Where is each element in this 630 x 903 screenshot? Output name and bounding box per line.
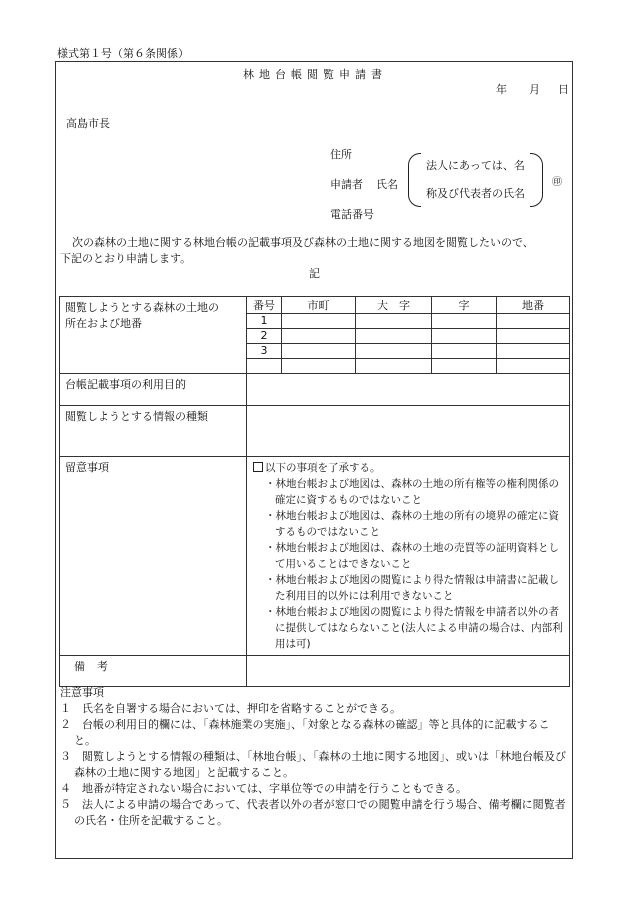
caution-title: 注意事項 (60, 686, 104, 699)
date-year[interactable]: 年 (496, 83, 507, 96)
list-item: ４ 地番が特定されない場合においては、字単位等での申請を行うこともできる。 (60, 782, 467, 795)
table-row (247, 344, 569, 359)
notes-head: 以下の事項を了承する。 (265, 462, 381, 474)
form-title: 林地台帳閲覧申請書 (243, 68, 387, 81)
row-number: 1 (247, 314, 282, 329)
list-item: ３ 閲覧しようとする情報の種類は、「林地台帳」、「森林の土地に関する地図」、或いは「林地台帳及び森林の土地に関する地図」と記載すること。 (60, 750, 566, 779)
caution-section (60, 685, 570, 829)
row-number (247, 359, 282, 374)
info-type-label: 閲覧しようとする情報の種類 (60, 406, 247, 457)
phone-label: 電話番号 (330, 208, 374, 221)
addressee: 高島市長 (66, 117, 110, 130)
row-number: 3 (247, 344, 282, 359)
oaza-cell[interactable] (356, 344, 432, 359)
list-item: ・林地台帳および地図の閲覧により得た情報を申請者以外の者に提供してはならないこと(法人による申請の場合は、内部利用は可) (265, 606, 563, 650)
notes-cell (247, 457, 570, 656)
date-month[interactable]: 月 (529, 83, 540, 96)
application-table (59, 296, 570, 687)
ki-label: 記 (309, 267, 320, 280)
aza-cell[interactable] (432, 314, 497, 329)
right-bracket (530, 153, 543, 207)
left-bracket (408, 153, 421, 207)
corp-note-line2: 称及び代表者の氏名 (426, 187, 525, 200)
header-aza: 字 (432, 297, 497, 314)
oaza-cell[interactable] (356, 359, 432, 374)
purpose-input-cell[interactable] (247, 374, 570, 406)
table-row (247, 359, 569, 374)
address-label: 住所 (330, 148, 352, 161)
name-label: 氏名 (376, 178, 398, 191)
form-type-label: 様式第１号（第６条関係） (57, 47, 189, 60)
info-type-input-cell[interactable] (247, 406, 570, 457)
intro-text (60, 235, 570, 267)
remarks-input-cell[interactable] (247, 656, 570, 687)
table-row (247, 314, 569, 329)
table-row (247, 329, 569, 344)
list-item: ２ 台帳の利用目的欄には、「森林施業の実施」、「対象となる森林の確認」等と具体的に記載すること。 (60, 718, 550, 747)
intro-line1: 次の森林の土地に関する林地台帳の記載事項及び森林の土地に関する地図を閲覧したいので、 (72, 236, 534, 249)
list-item: ・林地台帳および地図の閲覧により得た情報は申請書に記載した利用目的以外には利用できないこと (265, 574, 559, 602)
list-item: １ 氏名を自署する場合においては、押印を省略することができる。 (60, 702, 401, 715)
list-item: ・林地台帳および地図は、森林の土地の所有の境界の確定に資するものではないこと (265, 510, 559, 538)
agree-checkbox[interactable] (253, 462, 263, 472)
date-day[interactable]: 日 (558, 83, 569, 96)
city-cell[interactable] (282, 344, 356, 359)
notes-label: 留意事項 (60, 457, 247, 656)
remarks-label: 備考 (60, 656, 247, 687)
header-city: 市町 (282, 297, 356, 314)
aza-cell[interactable] (432, 359, 497, 374)
header-lot: 地番 (497, 297, 570, 314)
intro-line2: 下記のとおり申請します。 (60, 252, 192, 265)
city-cell[interactable] (282, 359, 356, 374)
location-label-cell (60, 297, 247, 374)
oaza-cell[interactable] (356, 329, 432, 344)
location-grid (247, 297, 569, 373)
city-cell[interactable] (282, 329, 356, 344)
notes-head-row (253, 460, 563, 476)
location-label-2: 所在および地番 (65, 317, 142, 330)
oaza-cell[interactable] (356, 314, 432, 329)
header-number: 番号 (247, 297, 282, 314)
purpose-label: 台帳記載事項の利用目的 (60, 374, 247, 406)
city-cell[interactable] (282, 314, 356, 329)
lot-cell[interactable] (497, 359, 570, 374)
list-item: ・林地台帳および地図は、森林の土地の売買等の証明資料として用いることはできないこと (265, 542, 559, 570)
list-item: ５ 法人による申請の場合であって、代表者以外の者が窓口での閲覧申請を行う場合、備考欄に閲覧者の氏名・住所を記載すること。 (60, 798, 566, 827)
lot-cell[interactable] (497, 329, 570, 344)
location-label-1: 閲覧しようとする森林の土地の (65, 301, 219, 314)
aza-cell[interactable] (432, 344, 497, 359)
lot-cell[interactable] (497, 344, 570, 359)
list-item: ・林地台帳および地図は、森林の土地の所有権等の権利関係の確定に資するものではないこと (265, 478, 559, 506)
location-grid-cell (247, 297, 570, 374)
header-oaza: 大 字 (356, 297, 432, 314)
row-number: 2 (247, 329, 282, 344)
notes-list (247, 457, 569, 655)
applicant-label: 申請者 (330, 178, 363, 191)
aza-cell[interactable] (432, 329, 497, 344)
lot-cell[interactable] (497, 314, 570, 329)
seal-mark-icon: ㊞ (552, 177, 562, 188)
corp-note-line1: 法人にあっては、名 (426, 159, 525, 172)
